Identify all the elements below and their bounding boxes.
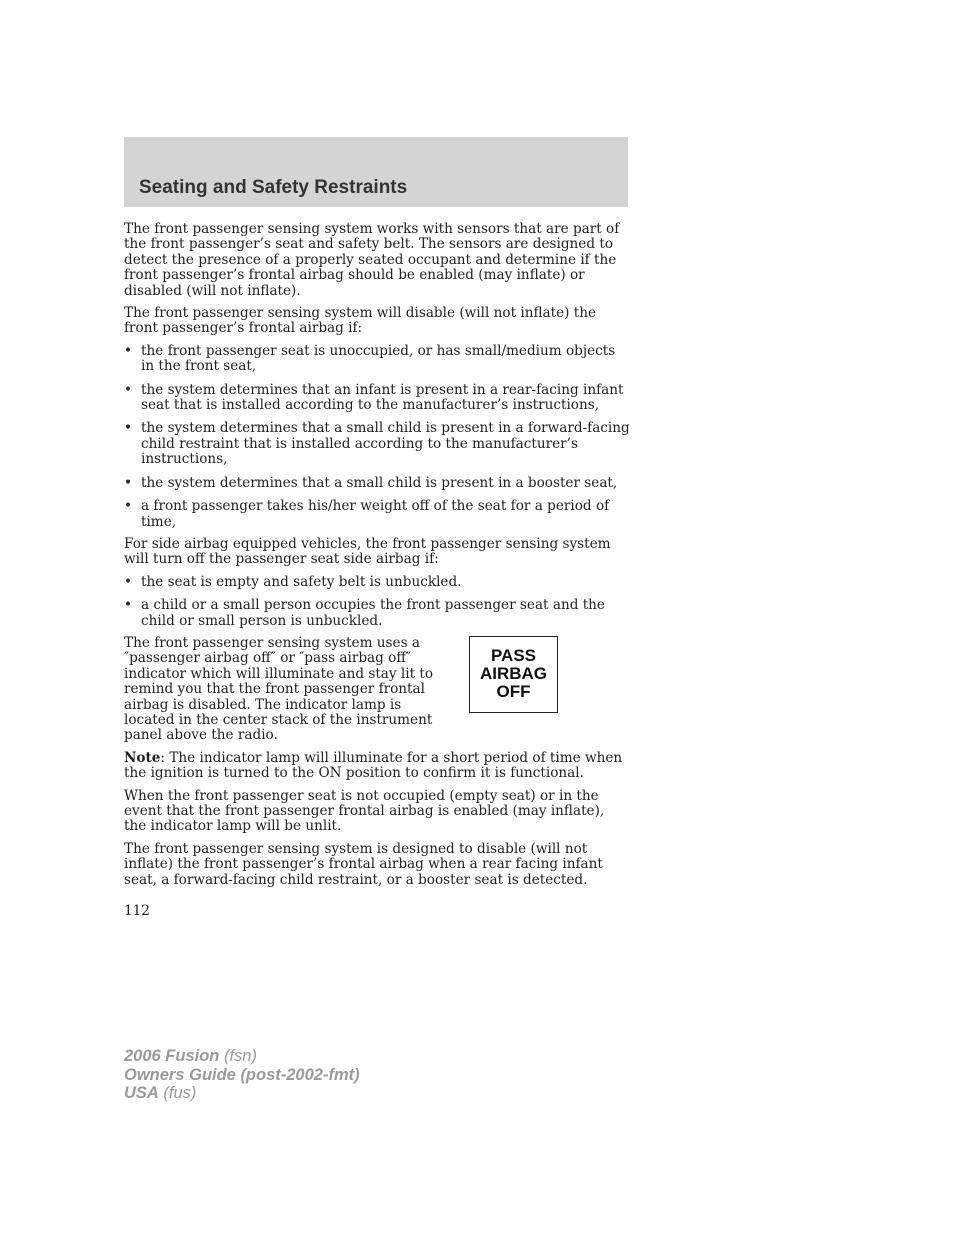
paragraph-disable-conditions: The front passenger sensing system will disable (will not inflate) the front passenger’s frontal airbag if: bbox=[124, 305, 597, 337]
list-item-text: a front passenger takes his/her weight off of the seat for a period of time, bbox=[141, 498, 610, 530]
list-item-text: the front passenger seat is unoccupied, or has small/medium objects in the front seat, bbox=[141, 342, 616, 375]
footer-market: USA bbox=[124, 1084, 159, 1102]
indicator-line-airbag: AIRBAG bbox=[479, 664, 548, 684]
section-title: Seating and Safety Restraints bbox=[139, 177, 408, 198]
paragraph-note bbox=[124, 751, 630, 782]
footer-guide: Owners Guide (post-2002-fmt) bbox=[124, 1065, 360, 1084]
list-item bbox=[124, 421, 630, 467]
list-item bbox=[124, 344, 630, 375]
body-text bbox=[124, 222, 630, 919]
list-item bbox=[124, 575, 630, 590]
footer-line-guide bbox=[124, 1066, 360, 1085]
bullet-icon: • bbox=[124, 474, 133, 491]
bullet-icon: • bbox=[124, 573, 133, 590]
note-text: : The indicator lamp will illuminate for a short period of time when the ignition is turned to the ON position to confirm it is functional. bbox=[124, 749, 623, 782]
paragraph-side-airbag: For side airbag equipped vehicles, the front passenger sensing system will turn off the passenger seat side airbag if: bbox=[124, 535, 611, 568]
list-item bbox=[124, 598, 630, 629]
footer-model-code: (fsn) bbox=[219, 1047, 257, 1065]
list-item-text: a child or a small person occupies the front passenger seat and the child or small person is unbuckled. bbox=[141, 597, 605, 629]
indicator-line-pass: PASS bbox=[490, 646, 537, 666]
list-item bbox=[124, 499, 630, 530]
list-item bbox=[124, 476, 630, 491]
bullet-icon: • bbox=[124, 498, 133, 515]
paragraph-designed-to-disable: The front passenger sensing system is designed to disable (will not inflate) the front passenger’s frontal airbag when a rear facing infant seat, a forward-facing child restraint, or a booster seat is detected. bbox=[124, 840, 603, 888]
paragraph-indicator: The front passenger sensing system uses a ″passenger airbag off″ or ″pass airbag off″ indicator which will illuminate and stay lit to remind you that the front passenger frontal airbag is disabled. The indicator lamp is located in the center stack of the instrument panel above the radio. bbox=[124, 634, 434, 744]
list-item-text: the system determines that a small child is present in a booster seat, bbox=[141, 474, 618, 491]
bullet-icon: • bbox=[124, 420, 133, 437]
bullet-icon: • bbox=[124, 597, 133, 614]
section-header-band bbox=[124, 137, 628, 207]
paragraph-intro: The front passenger sensing system works with sensors that are part of the front passenger’s seat and safety belt. The sensors are designed to detect the presence of a properly seated occupant and determine if the front passenger’s frontal airbag should be enabled (may inflate) or disabled (will not inflate). bbox=[124, 221, 620, 299]
footer-model: 2006 Fusion bbox=[124, 1047, 220, 1065]
pass-airbag-off-indicator bbox=[469, 636, 558, 713]
document-footer bbox=[124, 1047, 360, 1103]
side-airbag-off-list bbox=[124, 575, 630, 629]
page-number: 112 bbox=[124, 903, 150, 920]
frontal-airbag-disable-list bbox=[124, 344, 630, 530]
note-label: Note bbox=[124, 749, 161, 766]
list-item bbox=[124, 383, 630, 414]
list-item-text: the seat is empty and safety belt is unbuckled. bbox=[141, 573, 462, 590]
list-item-text: the system determines that an infant is present in a rear-facing infant seat that is installed according to the manufacturer’s instructions, bbox=[141, 381, 624, 414]
indicator-line-off: OFF bbox=[496, 682, 531, 702]
list-item-text: the system determines that a small child is present in a forward-facing child restraint that is installed according to the manufacturer’s instructions, bbox=[141, 420, 630, 468]
bullet-icon: • bbox=[124, 342, 133, 359]
footer-line-model bbox=[124, 1047, 360, 1066]
bullet-icon: • bbox=[124, 381, 133, 398]
footer-line-market bbox=[124, 1084, 360, 1103]
footer-market-code: (fus) bbox=[158, 1084, 197, 1102]
paragraph-unlit: When the front passenger seat is not occupied (empty seat) or in the event that the front passenger frontal airbag is enabled (may inflate), the indicator lamp will be unlit. bbox=[124, 787, 605, 835]
